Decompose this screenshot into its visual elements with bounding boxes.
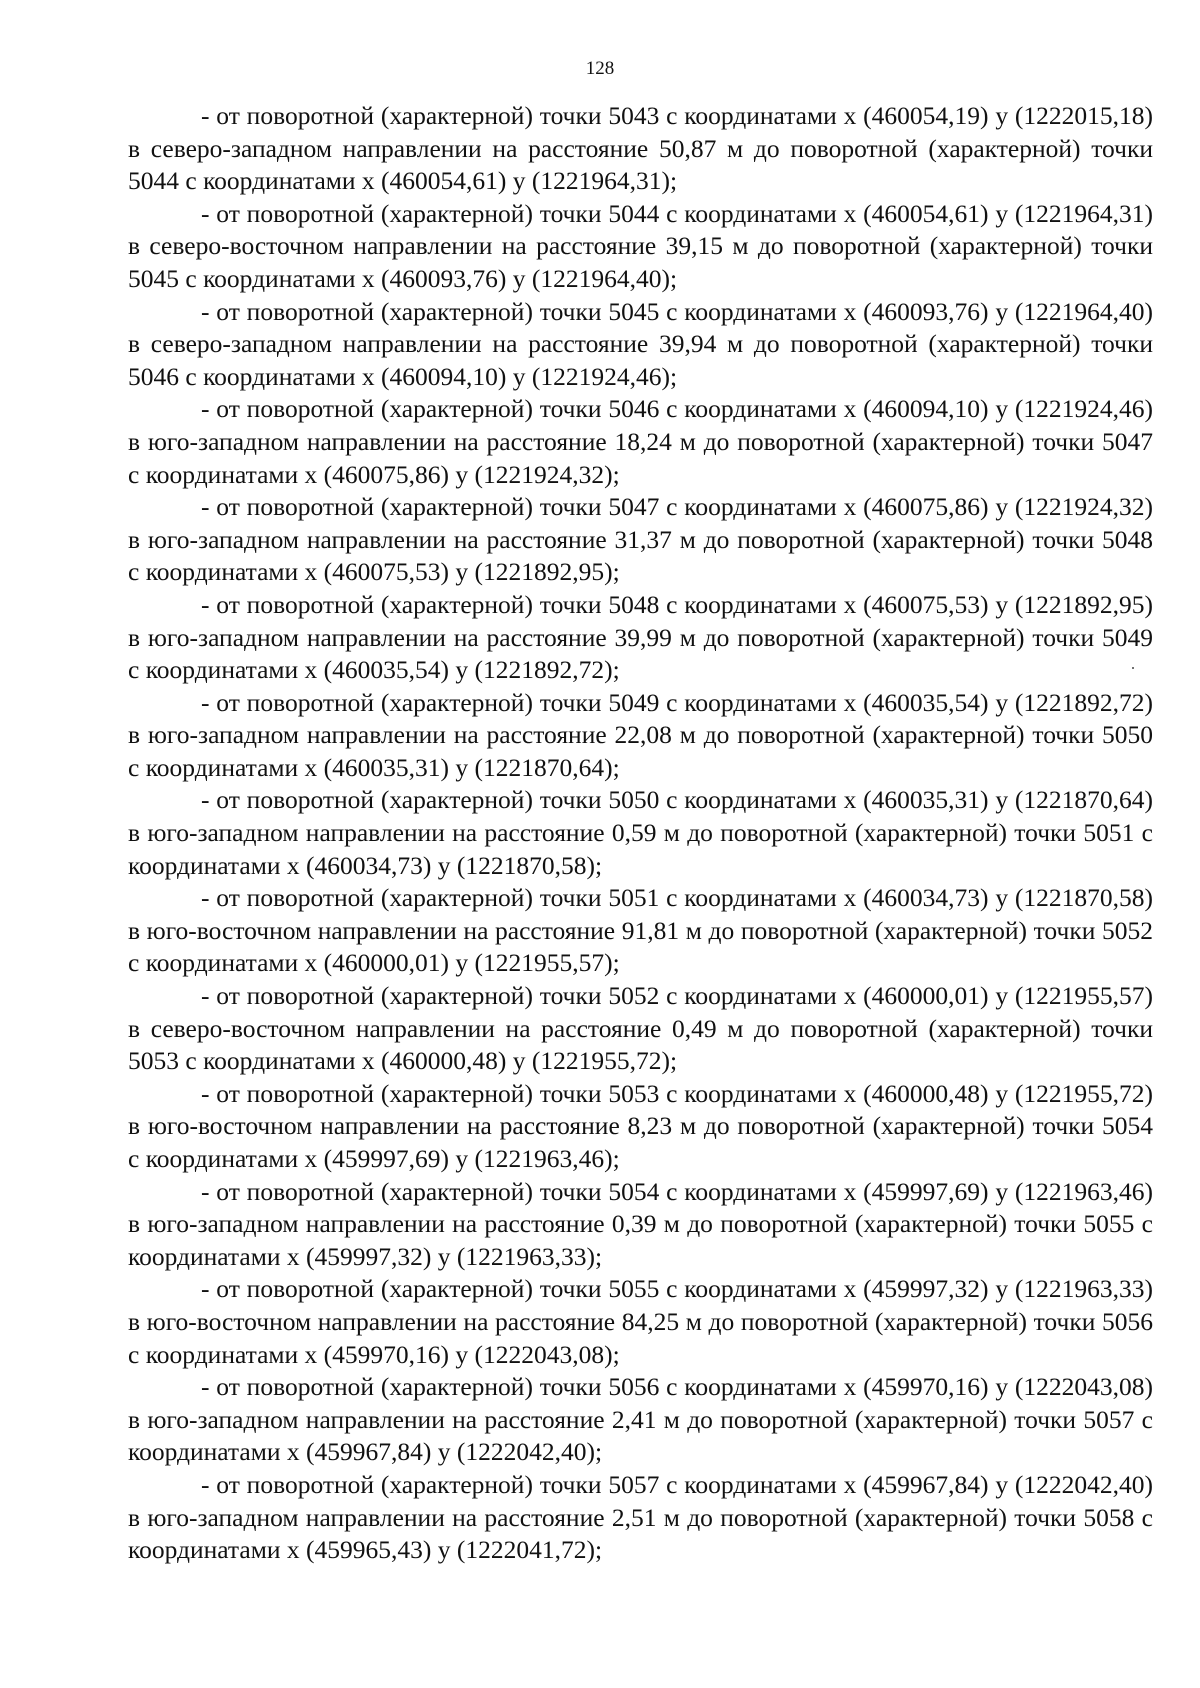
scan-speck bbox=[1132, 667, 1134, 669]
paragraph-5047: - от поворотной (характерной) точки 5047 с координатами х (460075,86) у (1221924,32) в юго-западном направлении на расстояние 31,37 м до поворотной (характерной) точки 5048 с координатами х (460075,53) у (1221892,95); bbox=[128, 492, 1153, 587]
paragraph-5050: - от поворотной (характерной) точки 5050 с координатами х (460035,31) у (1221870,64) в юго-западном направлении на расстояние 0,59 м до поворотной (характерной) точки 5051 с координатами х (460034,73) у (1221870,58); bbox=[128, 785, 1153, 880]
paragraph-5057: - от поворотной (характерной) точки 5057 с координатами х (459967,84) у (1222042,40) в юго-западном направлении на расстояние 2,51 м до поворотной (характерной) точки 5058 с координатами х (459965,43) у (1222041,72); bbox=[128, 1469, 1153, 1565]
paragraph-5049: - от поворотной (характерной) точки 5049 с координатами х (460035,54) у (1221892,72) в юго-западном направлении на расстояние 22,08 м до поворотной (характерной) точки 5050 с координатами х (460035,31) у (1221870,64); bbox=[128, 687, 1153, 782]
page-number: 128 bbox=[585, 58, 615, 79]
paragraph-5044: - от поворотной (характерной) точки 5044 с координатами х (460054,61) у (1221964,31) в северо-восточном направлении на расстояние 39,15 м до поворотной (характерной) точки 5045 с координатами х (460093,76) у (1221964,40); bbox=[128, 198, 1153, 293]
paragraph-5043: - от поворотной (характерной) точки 5043 с координатами х (460054,19) у (1222015,18) в северо-западном направлении на расстояние 50,87 м до поворотной (характерной) точки 5044 с координатами х (460054,61) у (1221964,31); bbox=[128, 101, 1153, 196]
paragraph-5053: - от поворотной (характерной) точки 5053 с координатами х (460000,48) у (1221955,72) в юго-восточном направлении на расстояние 8,23 м до поворотной (характерной) точки 5054 с координатами х (459997,69) у (1221963,46); bbox=[128, 1078, 1153, 1173]
paragraph-5056: - от поворотной (характерной) точки 5056 с координатами х (459970,16) у (1222043,08) в юго-западном направлении на расстояние 2,41 м до поворотной (характерной) точки 5057 с координатами х (459967,84) у (1222042,40); bbox=[128, 1372, 1153, 1467]
paragraph-5055: - от поворотной (характерной) точки 5055 с координатами х (459997,32) у (1221963,33) в юго-восточном направлении на расстояние 84,25 м до поворотной (характерной) точки 5056 с координатами х (459970,16) у (1222043,08); bbox=[128, 1274, 1153, 1369]
paragraph-5052: - от поворотной (характерной) точки 5052 с координатами х (460000,01) у (1221955,57) в северо-восточном направлении на расстояние 0,49 м до поворотной (характерной) точки 5053 с координатами х (460000,48) у (1221955,72); bbox=[128, 981, 1153, 1076]
document-body bbox=[128, 100, 1153, 1567]
paragraph-5048: - от поворотной (характерной) точки 5048 с координатами х (460075,53) у (1221892,95) в юго-западном направлении на расстояние 39,99 м до поворотной (характерной) точки 5049 с координатами х (460035,54) у (1221892,72); bbox=[128, 589, 1153, 685]
paragraph-5046: - от поворотной (характерной) точки 5046 с координатами х (460094,10) у (1221924,46) в юго-западном направлении на расстояние 18,24 м до поворотной (характерной) точки 5047 с координатами х (460075,86) у (1221924,32); bbox=[128, 394, 1153, 489]
paragraph-5054: - от поворотной (характерной) точки 5054 с координатами х (459997,69) у (1221963,46) в юго-западном направлении на расстояние 0,39 м до поворотной (характерной) точки 5055 с координатами х (459997,32) у (1221963,33); bbox=[128, 1176, 1153, 1271]
paragraph-5051: - от поворотной (характерной) точки 5051 с координатами х (460034,73) у (1221870,58) в юго-восточном направлении на расстояние 91,81 м до поворотной (характерной) точки 5052 с координатами х (460000,01) у (1221955,57); bbox=[128, 883, 1153, 978]
paragraph-5045: - от поворотной (характерной) точки 5045 с координатами х (460093,76) у (1221964,40) в северо-западном направлении на расстояние 39,94 м до поворотной (характерной) точки 5046 с координатами х (460094,10) у (1221924,46); bbox=[128, 296, 1153, 391]
